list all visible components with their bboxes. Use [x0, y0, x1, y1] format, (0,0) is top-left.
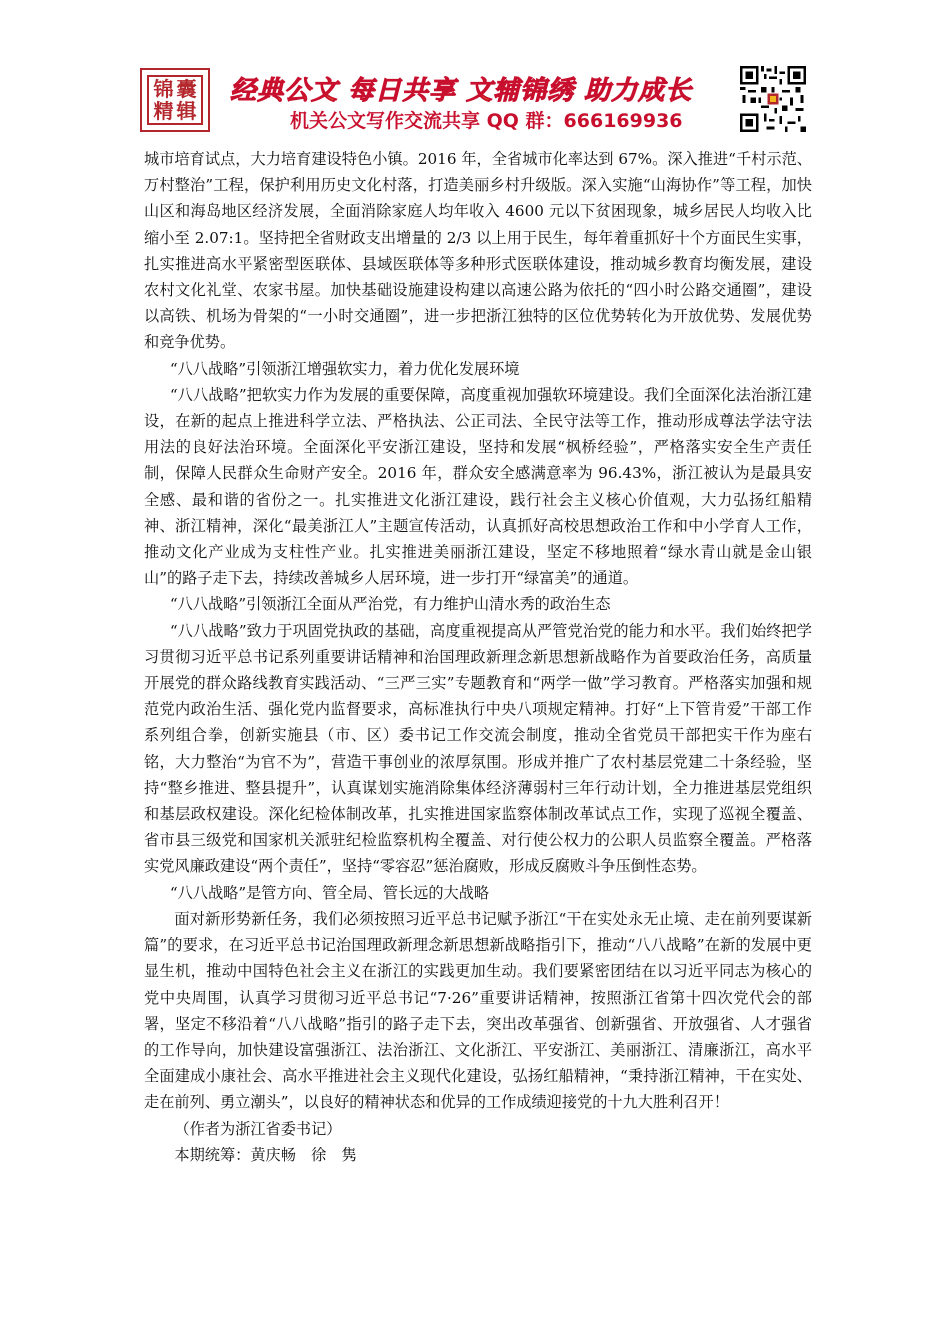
logo-char: 辑	[176, 99, 197, 123]
paragraph: 城市培育试点，大力培育建设特色小镇。2016 年，全省城市化率达到 67%。深入推进“千村示范、万村整治”工程，保护利用历史文化村落，打造美丽乡村升级版。深入实施“山海协作”等工程，加快山区和海岛地区经济发展，全面消除家庭人均年收入 4600 元以下贫困现象，城乡居民人均收入比缩小至 2.07:1。坚持把全省财政支出增量的 2/3 以上用于民生，每年着重抓好十个方面民生实事，扎实推进高水平紧密型医联体、县域医联体等多种形式医联体建设，推动城乡教育均衡发展，建设农村文化礼堂、农家书屋。加快基础设施建设构建以高速公路为依托的“四小时公路交通圈”，建设以高铁、机场为骨架的“一小时交通圈”，进一步把浙江独特的区位优势转化为开放优势、发展优势和竞争优势。	[144, 150, 812, 352]
article-body	[144, 146, 812, 1168]
header-slogan: 经典公文 每日共享 文辅锦绣 助力成长	[230, 76, 693, 106]
qq-group-line: 机关公文写作交流共享 QQ 群：666169936	[290, 110, 683, 132]
section-heading: “八八战略”引领浙江全面从严治党，有力维护山清水秀的政治生态	[169, 595, 611, 614]
paragraph: “八八战略”致力于巩固党执政的基础，高度重视提高从严管党治党的能力和水平。我们始终把学习贯彻习近平总书记系列重要讲话精神和治国理政新理念新思想新战略作为首要政治任务，高质量开展党的群众路线教育实践活动、“三严三实”专题教育和“两学一做”学习教育。严格落实加强和规范党内政治生活、强化党内监督要求，高标准执行中央八项规定精神。打好“上下管肯爱”干部工作系列组合拳，创新实施县（市、区）委书记工作交流会制度，推动全省党员干部把实干作为座右铭，大力整治“为官不为”，营造干事创业的浓厚氛围。形成并推广了农村基层党建二十条经验，坚持“整乡推进、整县提升”，认真谋划实施消除集体经济薄弱村三年行动计划，全力推进基层党组织和基层政权建设。深化纪检体制改革，扎实推进国家监察体制改革试点工作，实现了巡视全覆盖、省市县三级党和国家机关派驻纪检监察机构全覆盖、对行使公权力的公职人员监察全覆盖。严格落实党风廉政建设“两个责任”，坚持“零容忍”惩治腐败，形成反腐败斗争压倒性态势。	[144, 621, 812, 876]
qr-code-icon[interactable]	[740, 66, 806, 132]
section-heading: “八八战略”是管方向、管全局、管长远的大战略	[169, 883, 490, 902]
brand-logo	[140, 68, 210, 132]
editor-credit: 本期统筹：黄庆畅 徐 隽	[174, 1145, 357, 1164]
logo-char: 囊	[176, 77, 197, 101]
logo-char: 锦	[153, 77, 174, 101]
section-heading: “八八战略”引领浙江增强软实力，着力优化发展环境	[169, 359, 520, 378]
author-note: （作者为浙江省委书记）	[174, 1119, 342, 1138]
page-header	[140, 62, 812, 138]
paragraph: 面对新形势新任务，我们必须按照习近平总书记赋予浙江“干在实处永无止境、走在前列要谋新篇”的要求，在习近平总书记治国理政新理念新思想新战略指引下，推动“八八战略”在新的发展中更显生机，推动中国特色社会主义在浙江的实践更加生动。我们要紧密团结在以习近平同志为核心的党中央周围，认真学习贯彻习近平总书记“7·26”重要讲话精神，按照浙江省第十四次党代会的部署，坚定不移沿着“八八战略”指引的路子走下去，突出改革强省、创新强省、开放强省、人才强省的工作导向，加快建设富强浙江、法治浙江、文化浙江、平安浙江、美丽浙江、清廉浙江，高水平全面建成小康社会、高水平推进社会主义现代化建设，弘扬红船精神，“秉持浙江精神，干在实处、走在前列、勇立潮头”，以良好的精神状态和优异的工作成绩迎接党的十九大胜利召开！	[144, 909, 812, 1112]
logo-char: 精	[153, 99, 174, 123]
paragraph: “八八战略”把软实力作为发展的重要保障，高度重视加强软环境建设。我们全面深化法治浙江建设，在新的起点上推进科学立法、严格执法、公正司法、全民守法等工作，推动形成尊法学法守法用法的良好法治环境。全面深化平安浙江建设，坚持和发展“枫桥经验”，严格落实安全生产责任制，保障人民群众生命财产安全。2016 年，群众安全感满意率为 96.43%，浙江被认为是最具安全感、最和谐的省份之一。扎实推进文化浙江建设，践行社会主义核心价值观，大力弘扬红船精神、浙江精神，深化“最美浙江人”主题宣传活动，认真抓好高校思想政治工作和中小学育人工作，推动文化产业成为支柱性产业。扎实推进美丽浙江建设，坚定不移地照着“绿水青山就是金山银山”的路子走下去，持续改善城乡人居环境，进一步打开“绿富美”的通道。	[144, 385, 812, 588]
